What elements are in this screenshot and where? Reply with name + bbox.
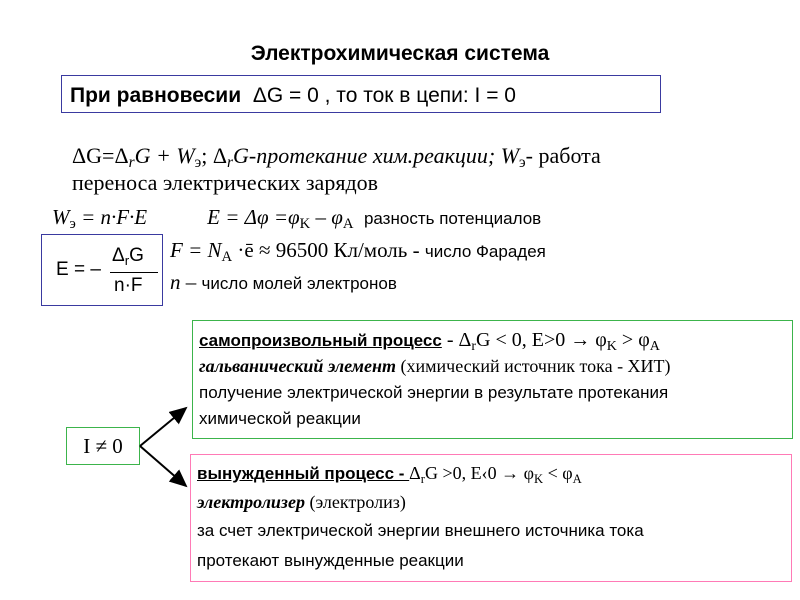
forced-process-box — [190, 454, 792, 582]
faraday-line: $F = N_A$ ·ē ≈ 96500 Кл/моль - число Фарадея — [170, 238, 546, 265]
electrolyzer-line: электролизер (электролиз) — [197, 492, 406, 512]
equilibrium-prefix: При равновесии — [70, 84, 242, 107]
charge-transfer-line: переноса электрических зарядов — [72, 170, 379, 195]
potential-difference-label: разность потенциалов — [363, 209, 542, 228]
work-potential-line: $W_э = n\cdot F\cdot E$ $E = \Delta\varphi =\varphi_K - \varphi_A$ разность потенциалов — [52, 205, 542, 232]
arrow-down — [140, 446, 186, 486]
gibbs-equation-line: $\Delta G=\Delta_rG + W_э$; $\Delta_rG$-протекание хим.реакции; $W_э-$ работа — [72, 143, 601, 171]
galvanic-cell-line: гальванический элемент (химический источник тока - ХИТ) — [199, 356, 671, 376]
spontaneous-process-box — [192, 320, 793, 439]
emf-formula-box: E = – $\Delta_rG$ n·F — [41, 234, 163, 306]
forced-condition: вынужденный процесс - $\Delta_rG >0$, E‹0 → $\varphi_K < \varphi_A$ — [197, 463, 582, 486]
spontaneous-condition: самопроизвольный процесс - $\Delta_rG < 0$, $E>0 \to \varphi_K > \varphi_A$ — [199, 329, 660, 354]
equilibrium-formula: ΔG = 0 — [252, 84, 319, 107]
page-title: Электрохимическая система — [250, 42, 550, 65]
spontaneous-desc-1: получение электрической энергии в результате протекания — [199, 383, 669, 402]
forced-desc-1: за счет электрической энергии внешнего источника тока — [197, 521, 644, 540]
electron-moles-line: n – число молей электронов — [170, 270, 397, 294]
current-nonzero-box: I ≠ 0 — [66, 427, 140, 465]
forced-desc-2: протекают вынужденные реакции — [197, 551, 464, 570]
equilibrium-suffix: , то ток в цепи: I = 0 — [324, 84, 516, 107]
faraday-label: число Фарадея — [424, 242, 546, 261]
spontaneous-desc-2: химической реакции — [199, 409, 361, 428]
electron-moles-label: число молей электронов — [201, 274, 397, 293]
arrow-up — [140, 408, 186, 446]
